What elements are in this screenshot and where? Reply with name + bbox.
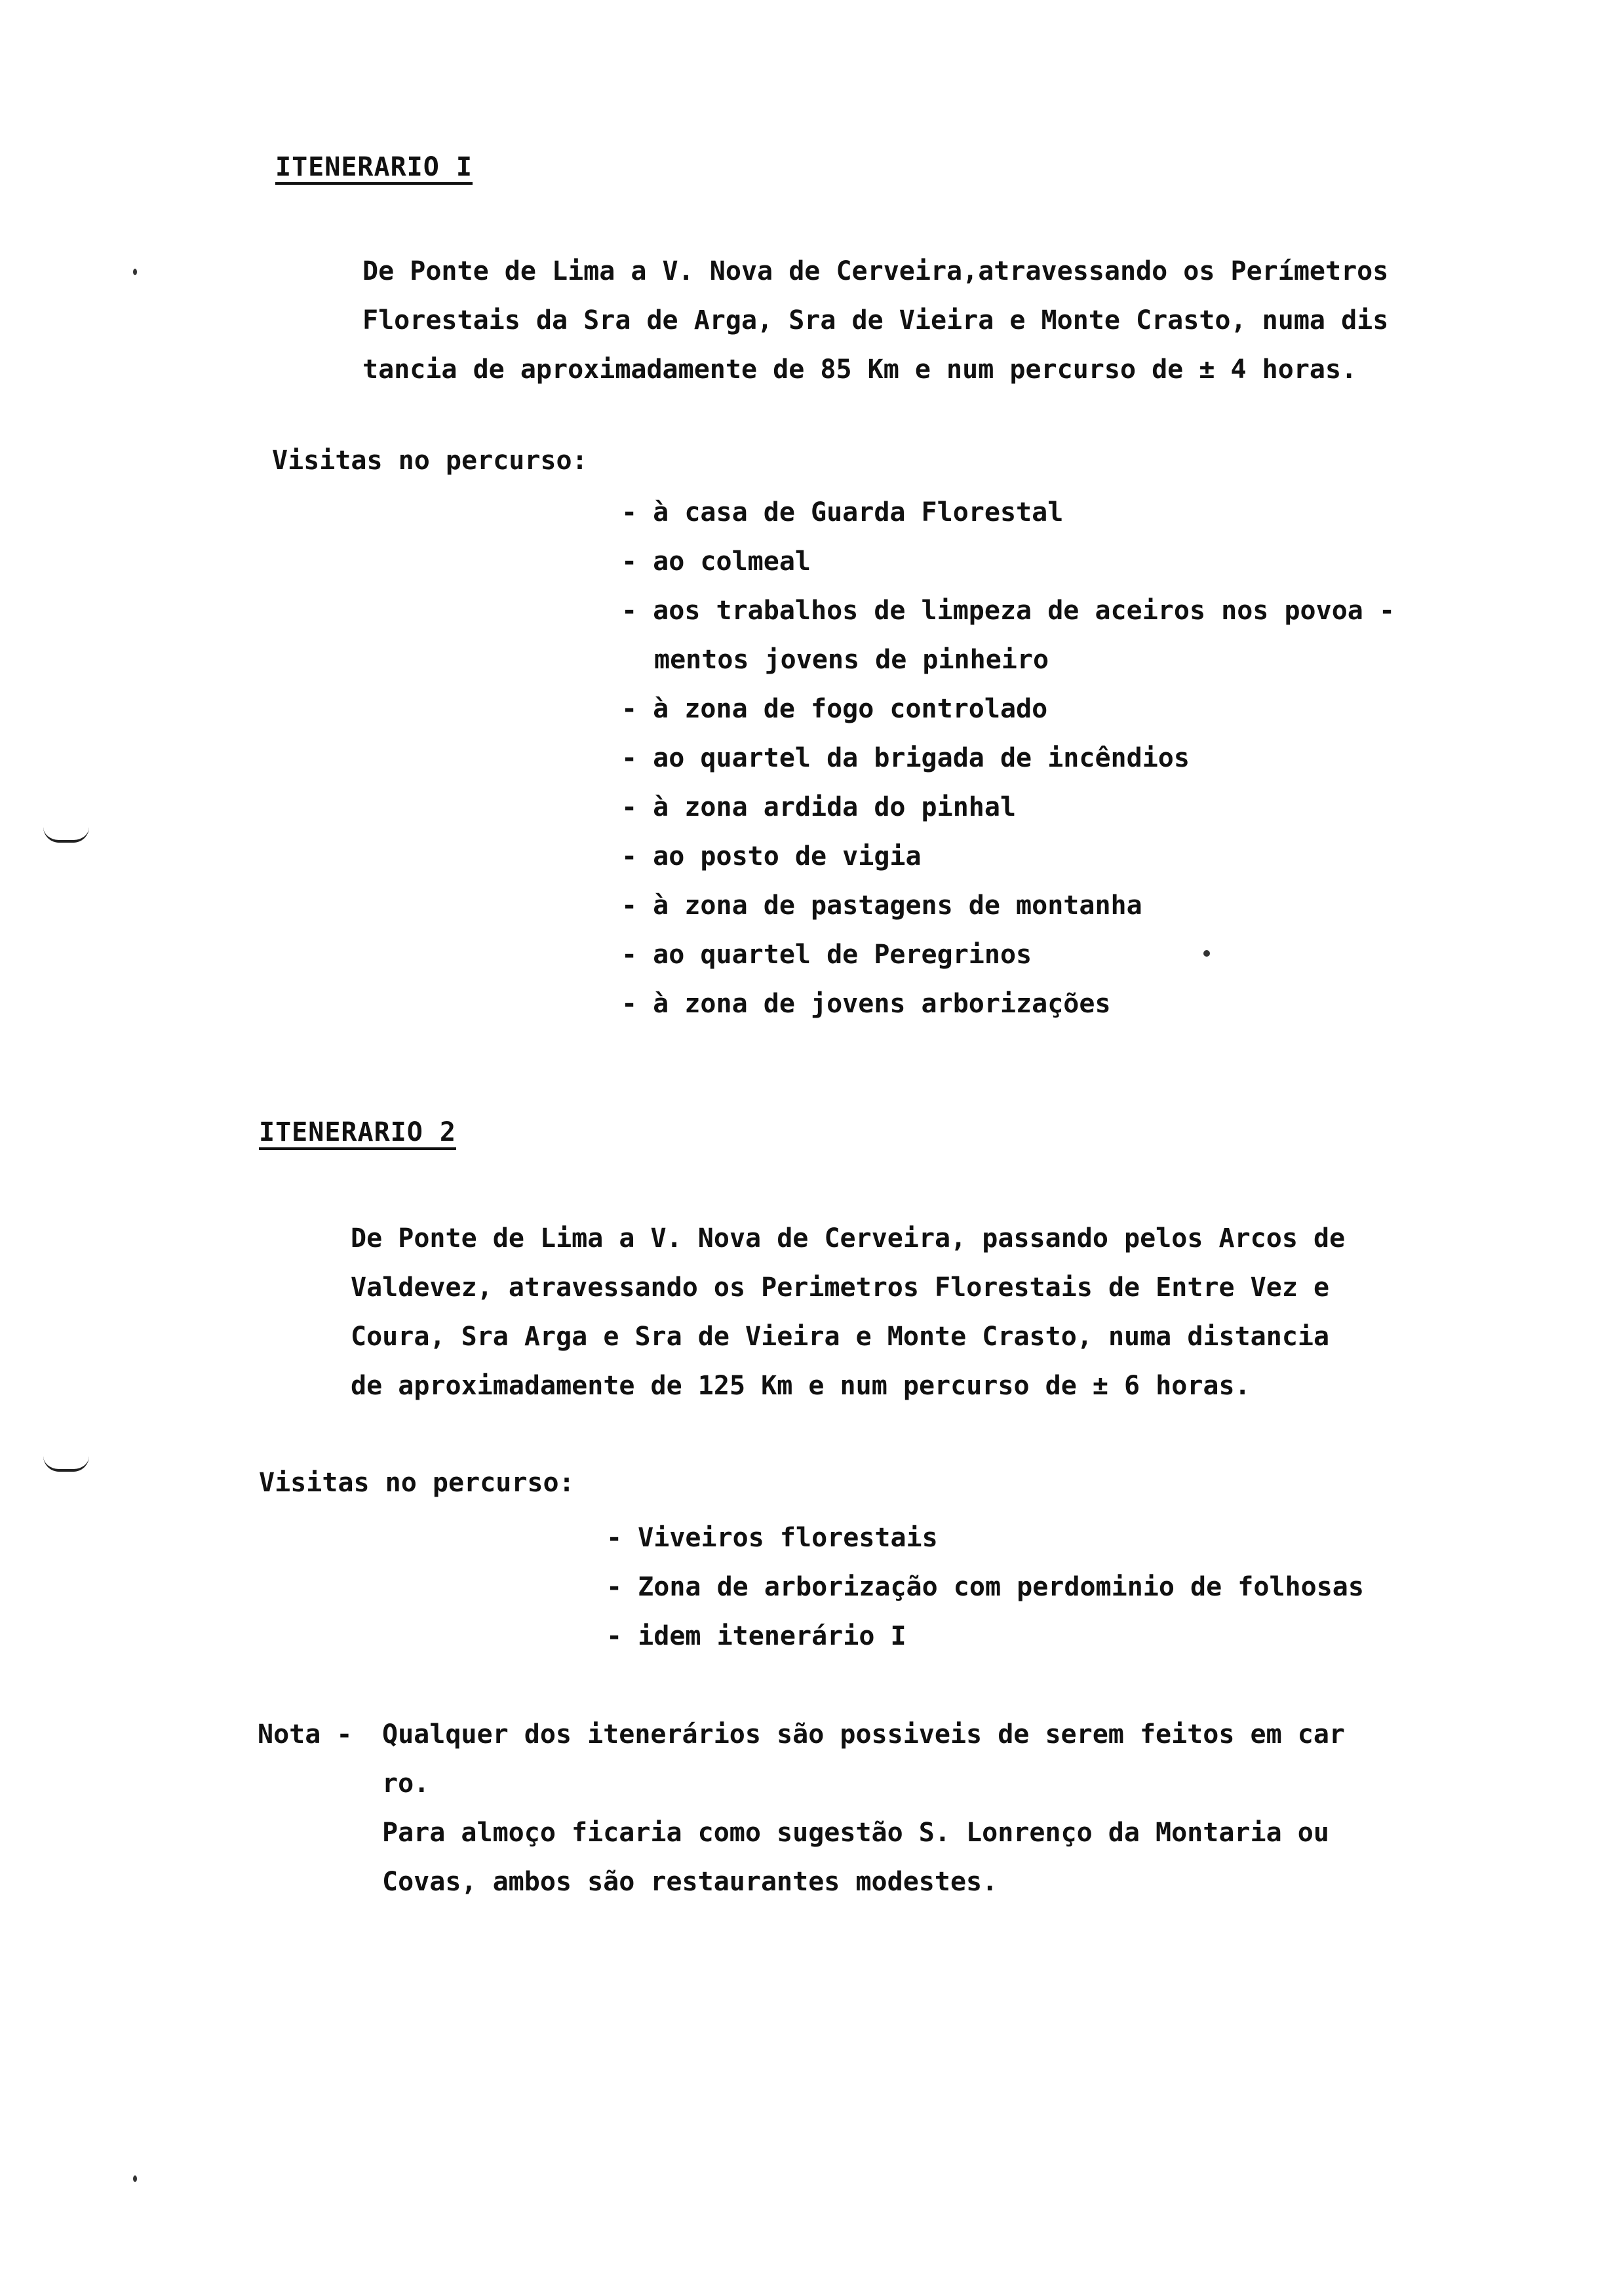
itinerary-1-line-1: De Ponte de Lima a V. Nova de Cerveira,atravessando os Perímetros <box>362 256 1389 286</box>
itinerary-2-visits-label: Visitas no percurso: <box>259 1468 575 1498</box>
punch-mark <box>43 1456 89 1472</box>
itinerary-2-description <box>351 1214 1345 1411</box>
list-item: - ao quartel de Peregrinos <box>621 940 1032 970</box>
itinerary-2-line-1: De Ponte de Lima a V. Nova de Cerveira, passando pelos Arcos de <box>351 1223 1346 1253</box>
itinerary-1-heading: ITENERARIO I <box>275 152 473 182</box>
list-item: mentos jovens de pinheiro <box>654 645 1049 675</box>
list-item: - ao colmeal <box>621 546 811 577</box>
list-item: - ao posto de vigia <box>621 841 922 871</box>
itinerary-2-line-4: de aproximadamente de 125 Km e num percurso de ± 6 horas. <box>351 1371 1251 1401</box>
list-item: - à zona de pastagens de montanha <box>621 890 1142 921</box>
list-item: - Viveiros florestais <box>606 1523 938 1553</box>
list-item: - à casa de Guarda Florestal <box>621 497 1064 527</box>
itinerary-2-heading: ITENERARIO 2 <box>259 1117 456 1147</box>
itinerary-2-line-2: Valdevez, atravessando os Perimetros Florestais de Entre Vez e <box>351 1272 1330 1303</box>
list-item: - aos trabalhos de limpeza de aceiros nos povoa - <box>621 596 1395 626</box>
note-line-4: Covas, ambos são restaurantes modestes. <box>382 1867 998 1897</box>
itinerary-2-visits-list <box>606 1514 1364 1661</box>
note-line-1: Qualquer dos itenerários são possiveis de serem feitos em car <box>382 1719 1346 1750</box>
list-item: - à zona de fogo controlado <box>621 694 1048 724</box>
itinerary-1-line-3: tancia de aproximadamente de 85 Km e num percurso de ± 4 horas. <box>362 354 1357 385</box>
scan-speck <box>133 269 137 275</box>
list-item: - idem itenerário I <box>606 1621 906 1651</box>
itinerary-1-visits-label: Visitas no percurso: <box>272 446 588 476</box>
punch-mark <box>43 827 89 843</box>
list-item: - à zona de jovens arborizações <box>621 989 1111 1019</box>
note-line-2: ro. <box>382 1769 430 1799</box>
scan-speck <box>133 2175 137 2182</box>
itinerary-2-line-3: Coura, Sra Arga e Sra de Vieira e Monte Crasto, numa distancia <box>351 1322 1330 1352</box>
list-item: - à zona ardida do pinhal <box>621 792 1017 822</box>
scan-speck <box>1203 950 1210 957</box>
list-item: - ao quartel da brigada de incêndios <box>621 743 1190 773</box>
itinerary-1-visits-list <box>621 488 1395 1029</box>
note-text <box>382 1710 1345 1907</box>
note-line-3: Para almoço ficaria como sugestão S. Lonrenço da Montaria ou <box>382 1818 1329 1848</box>
list-item: - Zona de arborização com perdominio de folhosas <box>606 1572 1364 1602</box>
itinerary-1-description <box>362 247 1388 394</box>
note-label: Nota - <box>258 1719 353 1750</box>
itinerary-1-line-2: Florestais da Sra de Arga, Sra de Vieira e Monte Crasto, numa dis <box>362 305 1389 335</box>
